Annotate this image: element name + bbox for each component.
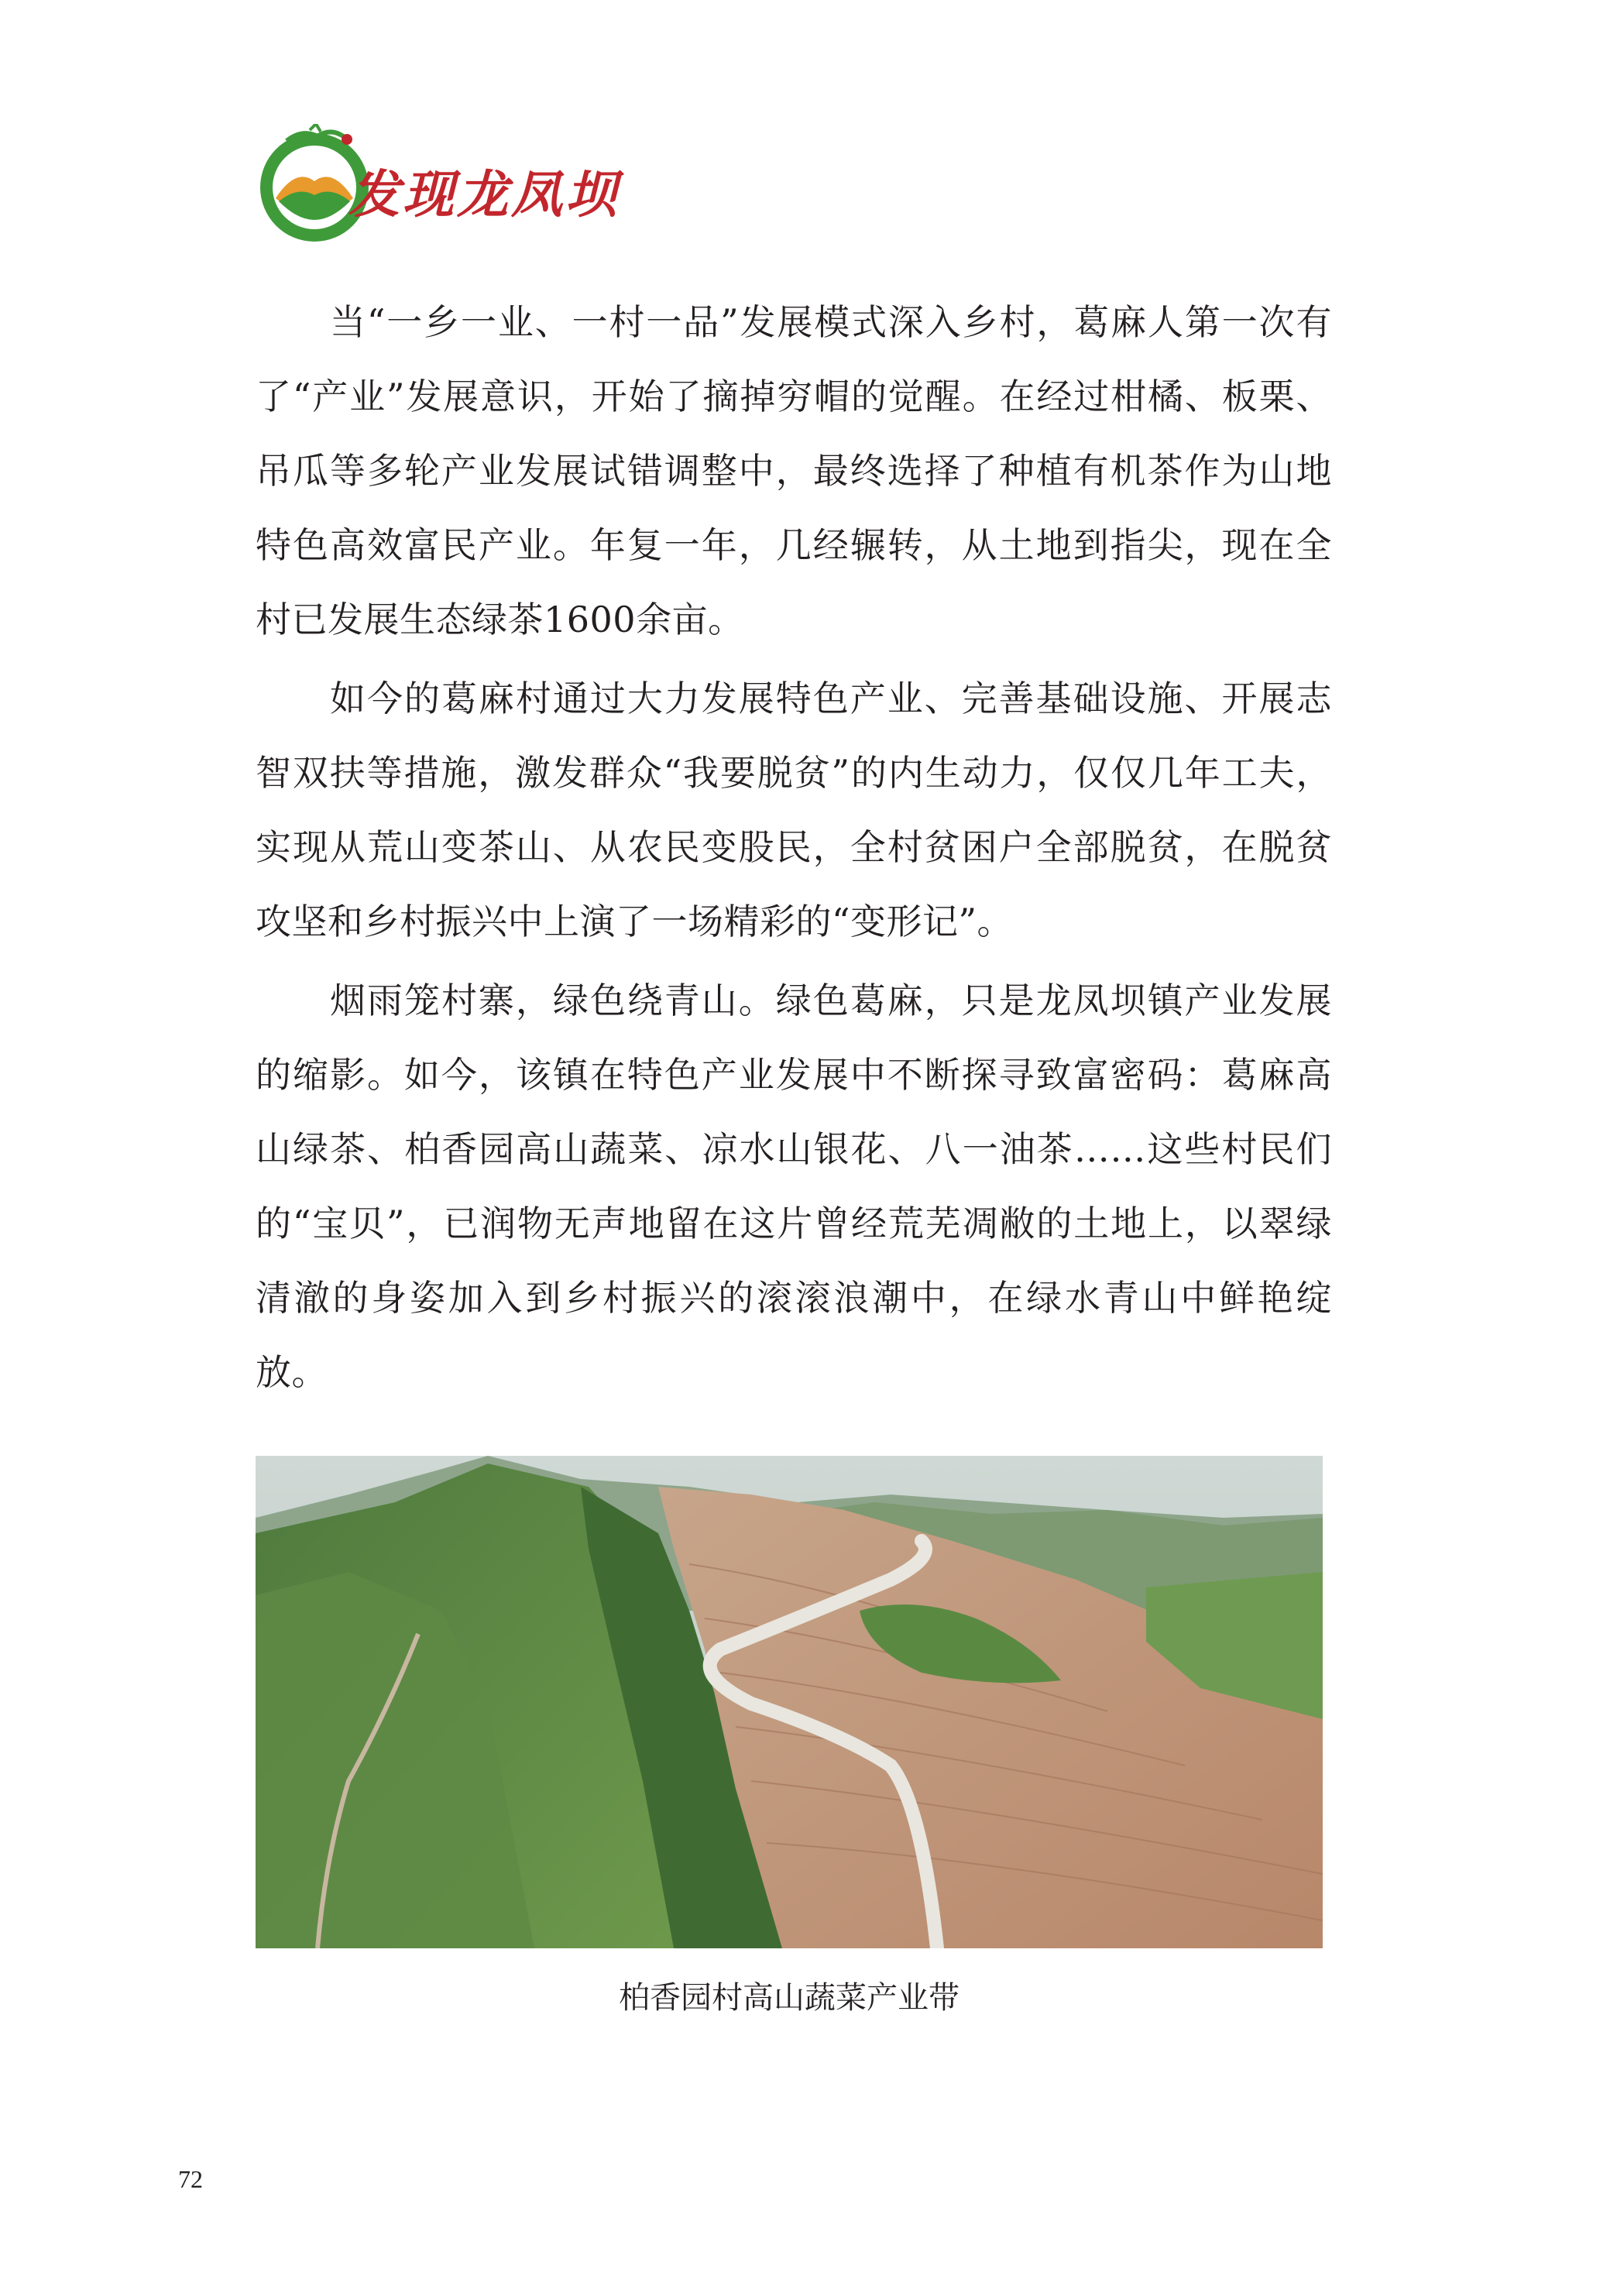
article-body — [256, 285, 1332, 1409]
logo-title: 发现龙凤坝 — [348, 164, 620, 225]
paragraph-3: 烟雨笼村寨，绿色绕青山。绿色葛麻，只是龙凤坝镇产业发展的缩影。如今，该镇在特色产业发展中不断探寻致富密码：葛麻高山绿茶、柏香园高山蔬菜、凉水山银花、八一油茶……这些村民们的“宝贝”，已润物无声地留在这片曾经荒芜凋敝的土地上，以翠绿清澈的身姿加入到乡村振兴的滚滚浪潮中，在绿水青山中鲜艳绽放。 — [256, 980, 1332, 1393]
landscape-photo — [256, 1456, 1323, 1948]
paragraph-1: 当“一乡一业、一村一品”发展模式深入乡村，葛麻人第一次有了“产业”发展意识，开始了摘掉穷帽的觉醒。在经过柑橘、板栗、吊瓜等多轮产业发展试错调整中，最终选择了种植有机茶作为山地特色高效富民产业。年复一年，几经辗转，从土地到指尖，现在全村已发展生态绿茶1600余亩。 — [256, 301, 1332, 640]
page-number: 72 — [178, 2165, 203, 2193]
photo-caption: 柏香园村高山蔬菜产业带 — [619, 1980, 959, 2016]
paragraph-2: 如今的葛麻村通过大力发展特色产业、完善基础设施、开展志智双扶等措施，激发群众“我要脱贫”的内生动力，仅仅几年工夫，实现从荒山变茶山、从农民变股民，全村贫困户全部脱贫，在脱贫攻坚和乡村振兴中上演了一场精彩的“变形记”。 — [256, 678, 1332, 942]
page-header — [256, 124, 627, 248]
